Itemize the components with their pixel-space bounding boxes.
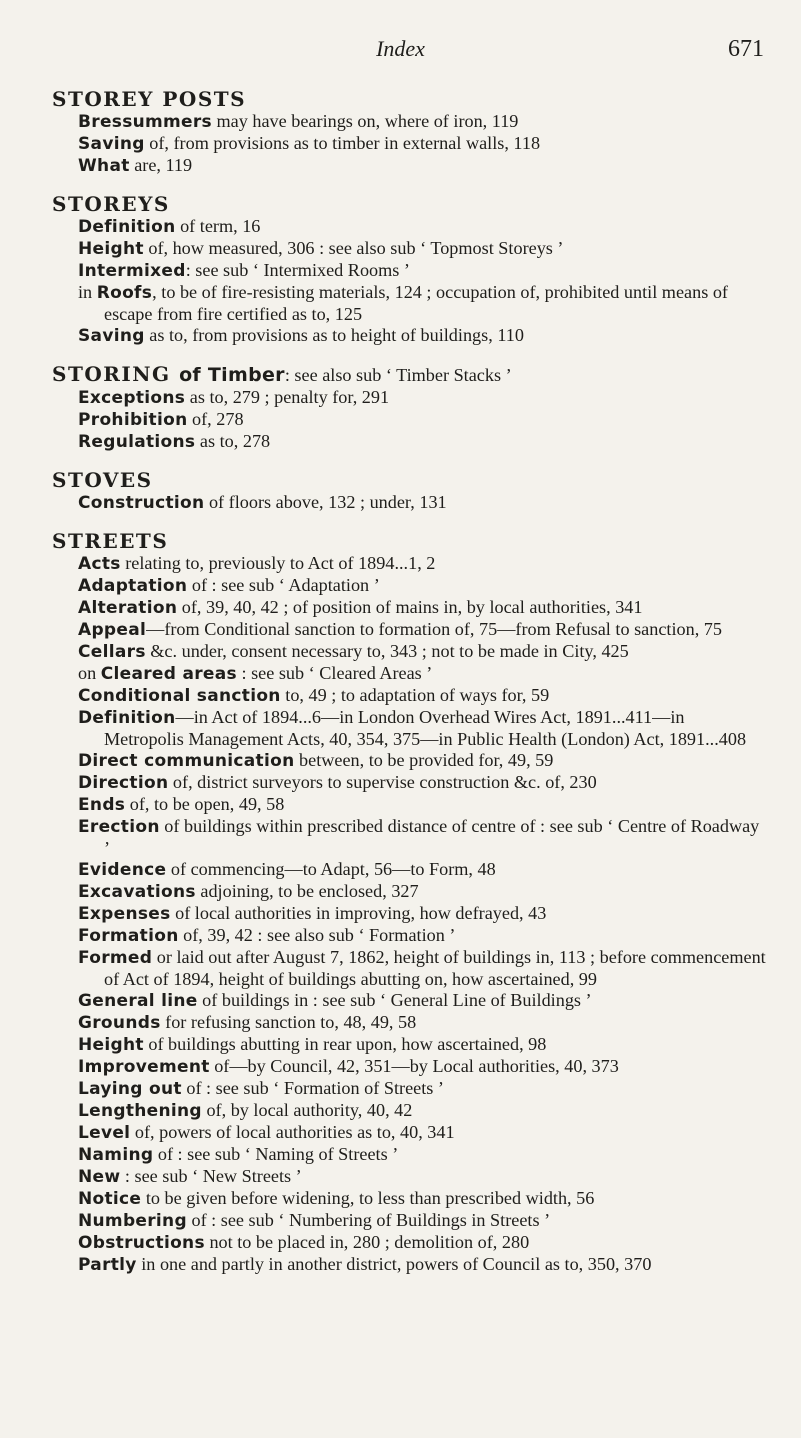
entry-term: Saving: [78, 134, 145, 154]
heading-word: STOVES: [52, 468, 153, 492]
entry-term: Lengthening: [78, 1101, 202, 1121]
entry-term: Evidence: [78, 860, 167, 880]
heading-word: STORING: [52, 362, 171, 386]
entry-text: of floors above, 132 ; under, 131: [204, 492, 447, 512]
entry-term: Height: [78, 1035, 144, 1055]
index-entry: [52, 990, 768, 1012]
section-heading: [52, 363, 768, 387]
entry-text: of : see sub ‘ Adaptation ’: [187, 575, 380, 595]
entry-term: Intermixed: [78, 261, 186, 281]
entry-term: Laying out: [78, 1079, 182, 1099]
index-entry: [52, 1056, 768, 1078]
entry-text: of commencing—to Adapt, 56—to Form, 48: [166, 859, 496, 879]
index-entry: [52, 881, 768, 903]
page-number: 671: [728, 36, 764, 62]
entry-term: Expenses: [78, 904, 171, 924]
index-entry: [52, 155, 768, 177]
entry-term: Alteration: [78, 598, 178, 618]
entry-term: What: [78, 156, 130, 176]
entry-term: Improvement: [78, 1057, 210, 1077]
section-heading: [52, 469, 768, 492]
index-entry: [52, 1122, 768, 1144]
index-entry: [52, 387, 768, 409]
entry-text: of local authorities in improving, how defrayed, 43: [170, 903, 547, 923]
section-heading: [52, 193, 768, 216]
index-content: [52, 88, 768, 1292]
index-entry: [52, 1210, 768, 1232]
index-entry: [52, 925, 768, 947]
entry-text: are, 119: [129, 155, 193, 175]
entry-text: : see sub ‘ Intermixed Rooms ’: [185, 260, 410, 280]
index-section: [52, 363, 768, 453]
entry-text: of buildings within prescribed distance of centre of : see sub ‘ Centre of Roadway ’: [104, 816, 760, 858]
index-entry: [52, 619, 768, 641]
index-entry: [52, 282, 768, 325]
entry-text: of, 39, 40, 42 ; of position of mains in, by local authorities, 341: [177, 597, 643, 617]
index-entry: [52, 903, 768, 925]
entry-term: Height: [78, 239, 144, 259]
entry-term: Obstructions: [78, 1233, 205, 1253]
entry-term: Adaptation: [78, 576, 188, 596]
index-entry: [52, 111, 768, 133]
entry-text: of : see sub ‘ Naming of Streets ’: [153, 1144, 399, 1164]
index-section: [52, 469, 768, 514]
index-entry: [52, 1144, 768, 1166]
index-entry: [52, 750, 768, 772]
entry-text: of, from provisions as to timber in external walls, 118: [144, 133, 541, 153]
index-entry: [52, 431, 768, 453]
index-entry: [52, 1232, 768, 1254]
entry-term: Conditional sanction: [78, 686, 281, 706]
index-entry: [52, 597, 768, 619]
index-entry: [52, 1012, 768, 1034]
entry-term: Regulations: [78, 432, 196, 452]
entry-term: New: [78, 1167, 121, 1187]
entry-term: General line: [78, 991, 198, 1011]
entry-term: Bressummers: [78, 112, 212, 132]
entry-text: of, 39, 42 : see also sub ‘ Formation ’: [178, 925, 456, 945]
entry-text: to be given before widening, to less than prescribed width, 56: [141, 1188, 595, 1208]
entry-text: —from Conditional sanction to formation of, 75—from Refusal to sanction, 75: [146, 619, 722, 639]
entry-term: Naming: [78, 1145, 154, 1165]
entry-text: : see sub ‘ New Streets ’: [120, 1166, 302, 1186]
entry-text: of : see sub ‘ Numbering of Buildings in Streets ’: [186, 1210, 551, 1230]
index-entry: [52, 707, 768, 750]
entry-term: Definition: [78, 708, 176, 728]
entry-text: of, by local authority, 40, 42: [201, 1100, 413, 1120]
index-entry: [52, 492, 768, 514]
entry-term: Roofs: [96, 283, 153, 303]
index-entry: [52, 947, 768, 990]
entry-text: : see sub ‘ Cleared Areas ’: [236, 663, 433, 683]
entry-text: —in Act of 1894...6—in London Overhead Wires Act, 1891...411—in Metropolis Management Acts, 40, 354, 375—in Public Health (London) Act, 1891...408: [104, 707, 747, 749]
heading-word: STREETS: [52, 529, 169, 553]
entry-term: Appeal: [78, 620, 147, 640]
entry-term: Formed: [78, 948, 153, 968]
entry-term: Erection: [78, 817, 160, 837]
index-entry: [52, 553, 768, 575]
index-section: [52, 88, 768, 177]
index-entry: [52, 794, 768, 816]
index-entry: [52, 1034, 768, 1056]
entry-term: Partly: [78, 1255, 137, 1275]
heading-text: : see also sub ‘ Timber Stacks ’: [284, 365, 512, 385]
entry-text: as to, 278: [195, 431, 271, 451]
entry-text: not to be placed in, 280 ; demolition of, 280: [204, 1232, 530, 1252]
entry-text: of, how measured, 306 : see also sub ‘ Topmost Storeys ’: [143, 238, 564, 258]
index-entry: [52, 1078, 768, 1100]
entry-text: or laid out after August 7, 1862, height of buildings in, 113 ; before commencement of Act of 1894, height of buildings abutting on, how ascertained, 99: [104, 947, 766, 989]
entry-term: Cellars: [78, 642, 146, 662]
entry-text: for refusing sanction to, 48, 49, 58: [160, 1012, 417, 1032]
entry-term: Direct communication: [78, 751, 295, 771]
running-head: [0, 36, 801, 66]
index-entry: [52, 238, 768, 260]
entry-text: adjoining, to be enclosed, 327: [195, 881, 419, 901]
entry-term: Formation: [78, 926, 179, 946]
heading-word: STOREY POSTS: [52, 87, 247, 111]
index-entry: [52, 859, 768, 881]
section-heading: [52, 530, 768, 553]
index-entry: [52, 663, 768, 685]
entry-text: of, to be open, 49, 58: [125, 794, 285, 814]
entry-text: &c. under, consent necessary to, 343 ; not to be made in City, 425: [145, 641, 629, 661]
entry-text: , to be of fire-resisting materials, 124 ; occupation of, prohibited until means of escape from fire certified as to, 125: [104, 282, 728, 324]
entry-text: of term, 16: [175, 216, 261, 236]
entry-term: Acts: [78, 554, 121, 574]
entry-term: Saving: [78, 326, 145, 346]
index-section: [52, 530, 768, 1276]
running-title: Index: [376, 36, 425, 61]
index-entry: [52, 641, 768, 663]
entry-text: of, 278: [187, 409, 244, 429]
heading-term: of Timber: [179, 364, 285, 386]
entry-text: as to, from provisions as to height of buildings, 110: [144, 325, 524, 345]
index-entry: [52, 1254, 768, 1276]
section-heading: [52, 88, 768, 111]
entry-term: Excavations: [78, 882, 196, 902]
entry-term: Level: [78, 1123, 131, 1143]
entry-text: to, 49 ; to adaptation of ways for, 59: [280, 685, 550, 705]
entry-text: of buildings abutting in rear upon, how ascertained, 98: [143, 1034, 547, 1054]
entry-text: may have bearings on, where of iron, 119: [211, 111, 519, 131]
index-entry: [52, 1166, 768, 1188]
entry-term: Construction: [78, 493, 205, 513]
index-entry: [52, 685, 768, 707]
index-entry: [52, 1188, 768, 1210]
entry-term: Prohibition: [78, 410, 188, 430]
entry-text: of, district surveyors to supervise construction &c. of, 230: [168, 772, 597, 792]
index-entry: [52, 409, 768, 431]
entry-term: Direction: [78, 773, 169, 793]
entry-text: relating to, previously to Act of 1894...1, 2: [120, 553, 436, 573]
entry-term: Numbering: [78, 1211, 187, 1231]
index-entry: [52, 325, 768, 347]
entry-term: Grounds: [78, 1013, 161, 1033]
entry-text: of—by Council, 42, 351—by Local authorities, 40, 373: [209, 1056, 619, 1076]
entry-text: of, powers of local authorities as to, 40, 341: [130, 1122, 455, 1142]
entry-text: in one and partly in another district, powers of Council as to, 350, 370: [136, 1254, 652, 1274]
entry-text: as to, 279 ; penalty for, 291: [185, 387, 390, 407]
entry-term: Exceptions: [78, 388, 186, 408]
entry-prefix: in: [78, 282, 97, 302]
entry-term: Definition: [78, 217, 176, 237]
entry-text: of : see sub ‘ Formation of Streets ’: [181, 1078, 444, 1098]
index-entry: [52, 816, 768, 859]
index-entry: [52, 575, 768, 597]
entry-term: Notice: [78, 1189, 142, 1209]
heading-word: STOREYS: [52, 192, 170, 216]
index-entry: [52, 216, 768, 238]
entry-term: Cleared areas: [100, 664, 237, 684]
entry-term: Ends: [78, 795, 126, 815]
index-section: [52, 193, 768, 347]
index-entry: [52, 260, 768, 282]
entry-text: of buildings in : see sub ‘ General Line of Buildings ’: [197, 990, 592, 1010]
index-entry: [52, 1100, 768, 1122]
index-entry: [52, 133, 768, 155]
entry-prefix: on: [78, 663, 101, 683]
index-entry: [52, 772, 768, 794]
entry-text: between, to be provided for, 49, 59: [294, 750, 554, 770]
